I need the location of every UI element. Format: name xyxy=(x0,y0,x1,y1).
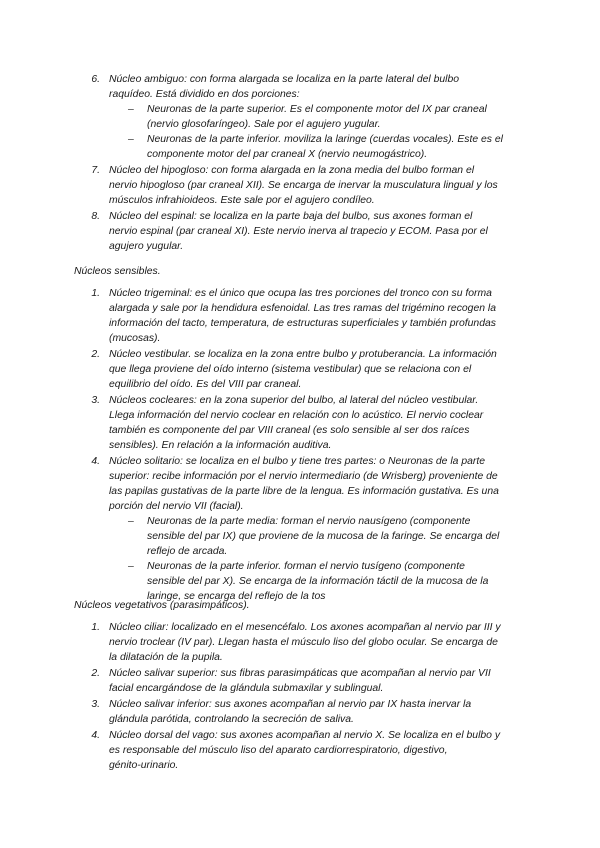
list-item-line: Núcleo trigeminal: es el único que ocupa las tres porciones del tronco con su forma xyxy=(109,288,492,299)
sub-item-line: sensible del par X). Se encarga de la información táctil de la mucosa de la xyxy=(147,576,489,587)
list-item-line: génito-urinario. xyxy=(109,760,179,771)
list-item-line: Núcleo ciliar: localizado en el mesencéfalo. Los axones acompañan al nervio par III y xyxy=(109,622,501,633)
list-item-line: Llega información del nervio coclear en relación con lo acústico. El nervio coclear xyxy=(109,410,484,421)
list-item-number: 4. xyxy=(91,456,100,467)
sub-item-line: Neuronas de la parte inferior. moviliza la laringe (cuerdas vocales). Este es el xyxy=(147,134,503,145)
sub-item-line: componente motor del par craneal X (nervio neumogástrico). xyxy=(147,149,428,160)
list-item-line: raquídeo. Está dividido en dos porciones: xyxy=(109,89,300,100)
sub-item-line: sensible del par IX) que proviene de la mucosa de la faringe. Se encarga del xyxy=(147,531,500,542)
list-item-number: 3. xyxy=(91,699,100,710)
list-item-number: 6. xyxy=(91,74,100,85)
list-item-number: 2. xyxy=(91,668,100,679)
list-item-line: Núcleo dorsal del vago: sus axones acompañan al nervio X. Se localiza en el bulbo y xyxy=(109,730,501,741)
sub-item-line: Neuronas de la parte inferior. forman el nervio tusígeno (componente xyxy=(147,561,465,572)
list-item-line: facial encargándose de la glándula submaxilar y sublingual. xyxy=(109,683,384,694)
list-item-line: la dilatación de la pupila. xyxy=(109,652,223,663)
list-item-line: glándula parótida, controlando la secreción de saliva. xyxy=(109,714,354,725)
section-heading: Núcleos sensibles. xyxy=(74,266,161,277)
section-heading: Núcleos vegetativos (parasimpáticos). xyxy=(74,600,250,611)
sub-bullet-dash: – xyxy=(128,104,134,115)
list-item-line: es responsable del músculo liso del aparato cardiorrespiratorio, digestivo, xyxy=(109,745,448,756)
list-item-line: Núcleo vestibular. se localiza en la zona entre bulbo y protuberancia. La información xyxy=(109,349,497,360)
list-item-line: nervio hipogloso (par craneal XII). Se encarga de inervar la musculatura lingual y los xyxy=(109,180,498,191)
list-item-line: sensibles). En relación a la información auditiva. xyxy=(109,440,332,451)
sub-bullet-dash: – xyxy=(128,516,134,527)
list-item-number: 2. xyxy=(91,349,100,360)
list-item-line: las papilas gustativas de la parte libre de la lengua. Es información gustativa. Es una xyxy=(109,486,499,497)
list-item-line: que llega proviene del oído interno (sistema vestibular) que se relaciona con el xyxy=(109,364,472,375)
list-item-number: 1. xyxy=(91,288,100,299)
list-item-line: Núcleo solitario: se localiza en el bulbo y tiene tres partes: o Neuronas de la parte xyxy=(109,456,486,467)
list-item-line: nervio espinal (par craneal XI). Este nervio inerva al trapecio y ECOM. Pasa por el xyxy=(109,226,488,237)
sub-item-line: Neuronas de la parte media: forman el nervio nausígeno (componente xyxy=(147,516,471,527)
list-item-line: músculos infrahioideos. Este sale por el agujero condíleo. xyxy=(109,195,375,206)
list-item-line: Núcleos cocleares: en la zona superior del bulbo, al lateral del núcleo vestibular. xyxy=(109,395,479,406)
list-item-number: 8. xyxy=(91,211,100,222)
list-item-number: 7. xyxy=(91,165,100,176)
list-item-number: 1. xyxy=(91,622,100,633)
list-item-line: (mucosas). xyxy=(109,333,161,344)
list-item-line: Núcleo del hipogloso: con forma alargada en la zona media del bulbo forman el xyxy=(109,165,475,176)
list-item-line: equilibrio del oído. Es del VIII par craneal. xyxy=(109,379,302,390)
sub-item-line: reflejo de arcada. xyxy=(147,546,228,557)
sub-bullet-dash: – xyxy=(128,561,134,572)
list-item-number: 4. xyxy=(91,730,100,741)
sub-item-line: Neuronas de la parte superior. Es el componente motor del IX par craneal xyxy=(147,104,487,115)
list-item-line: Núcleo salivar superior: sus fibras parasimpáticas que acompañan al nervio par VII xyxy=(109,668,491,679)
list-item-line: alargada y sale por la hendidura esfenoidal. Las tres ramas del trigémino recogen la xyxy=(109,303,496,314)
list-item-line: también es componente del par VIII craneal (es solo sensible al ser dos raíces xyxy=(109,425,470,436)
list-item-number: 3. xyxy=(91,395,100,406)
sub-item-line: laringe, se encarga del reflejo de la tos xyxy=(147,591,326,602)
list-item-line: superior: recibe información por el nervio intermediario (de Wrisberg) proveniente de xyxy=(109,471,498,482)
sub-item-line: (nervio glosofaríngeo). Sale por el agujero yugular. xyxy=(147,119,381,130)
list-item-line: información del tacto, temperatura, de estructuras superficiales y también profundas xyxy=(109,318,496,329)
list-item-line: agujero yugular. xyxy=(109,241,184,252)
list-item-line: Núcleo ambiguo: con forma alargada se localiza en la parte lateral del bulbo xyxy=(109,74,460,85)
list-item-line: Núcleo salivar inferior: sus axones acompañan al nervio par IX hasta inervar la xyxy=(109,699,472,710)
list-item-line: nervio troclear (IV par). Llegan hasta el músculo liso del globo ocular. Se encarga de xyxy=(109,637,498,648)
list-item-line: porción del nervio VII (facial). xyxy=(109,501,244,512)
sub-bullet-dash: – xyxy=(128,134,134,145)
list-item-line: Núcleo del espinal: se localiza en la parte baja del bulbo, sus axones forman el xyxy=(109,211,473,222)
